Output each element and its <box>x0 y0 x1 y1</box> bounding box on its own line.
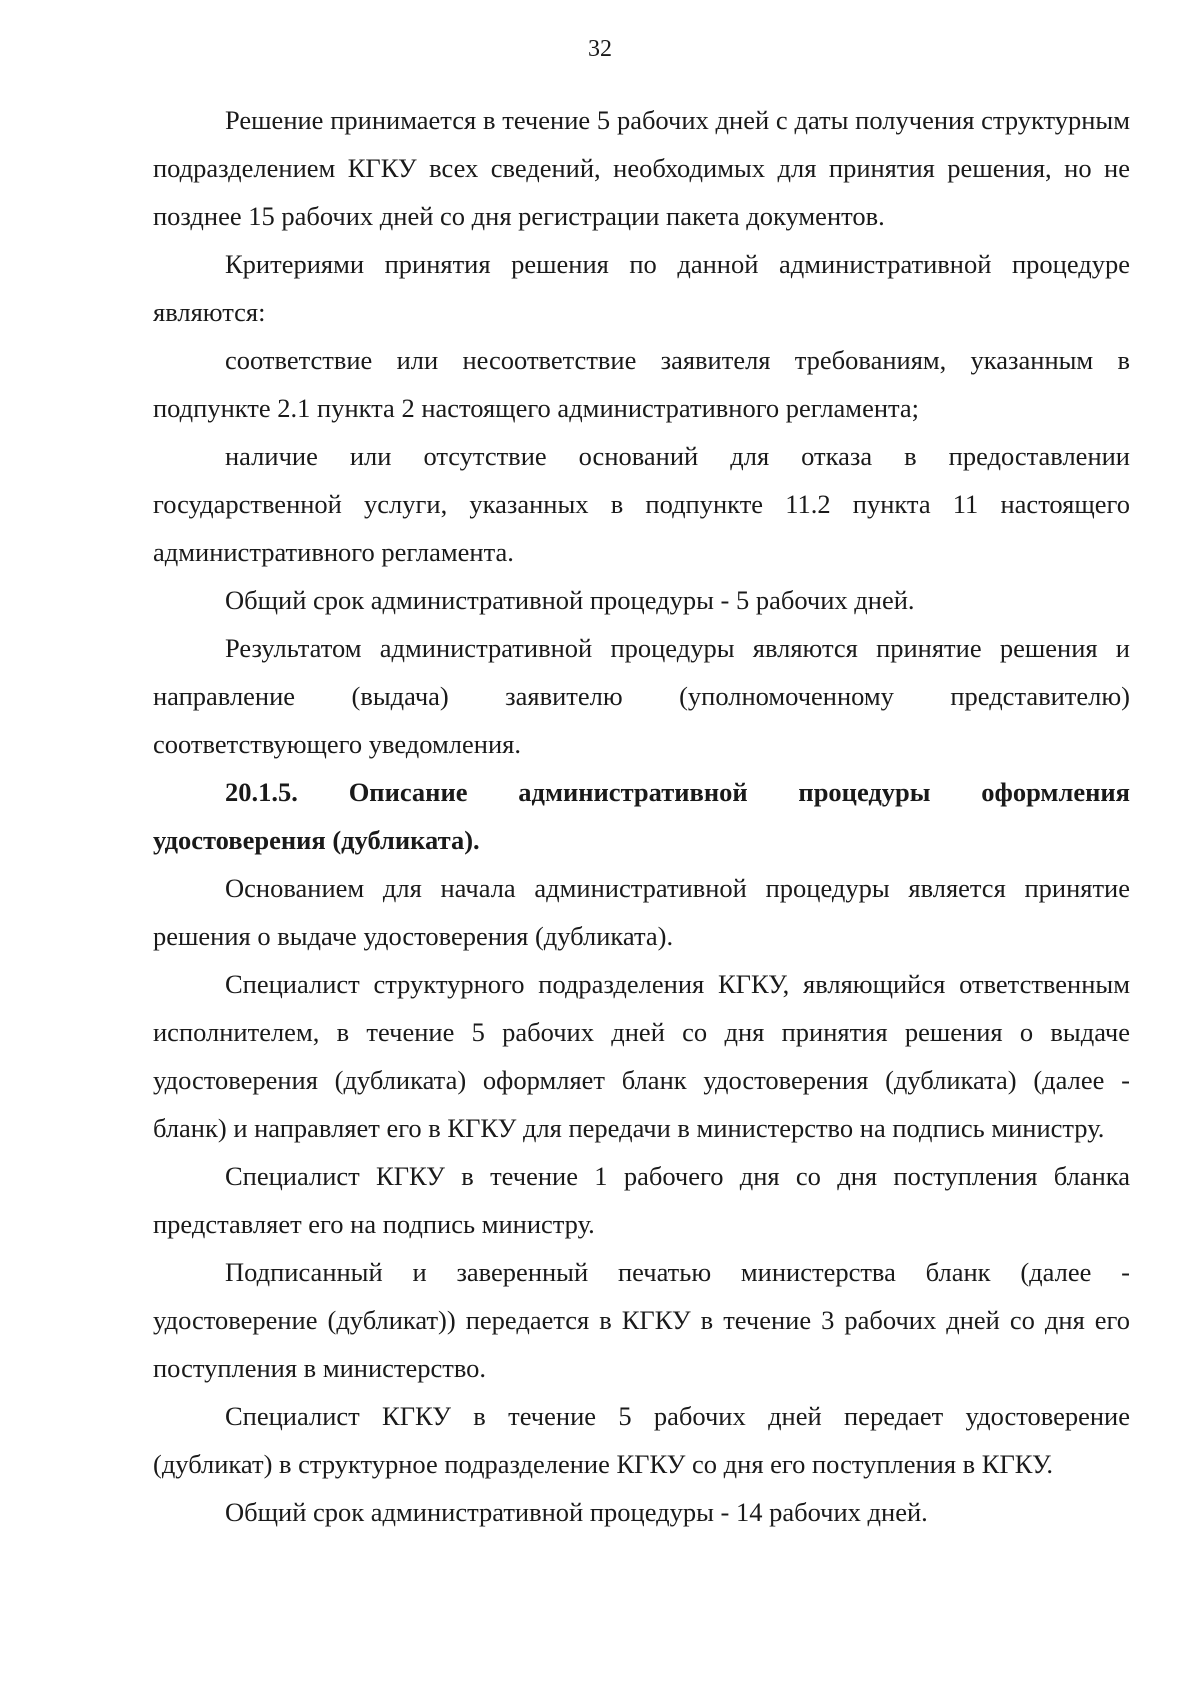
paragraph-total-term-14-days: Общий срок административной процедуры - 14 рабочих дней. <box>225 1497 928 1527</box>
paragraph-certificate-handover: Специалист КГКУ в течение 5 рабочих дней передает удостоверение (дубликат) в структурное подразделение КГКУ со дня его поступления в КГКУ. <box>153 1401 1130 1479</box>
page-number: 32 <box>588 36 612 62</box>
paragraph-criterion-refusal-grounds: наличие или отсутствие оснований для отказа в предоставлении государственной услуги, указанных в подпункте 11.2 пункта 11 настоящего административного регламента. <box>153 441 1130 567</box>
paragraph-specialist-form-preparation: Специалист структурного подразделения КГКУ, являющийся ответственным исполнителем, в течение 5 рабочих дней со дня принятия решения о выдаче удостоверения (дубликата) оформляет бланк удостоверения (дубликата) (далее - бланк) и направляет его в КГКУ для передачи в министерство на подпись министру. <box>153 969 1130 1143</box>
paragraph-procedure-basis: Основанием для начала административной процедуры является принятие решения о выдаче удостоверения (дубликата). <box>153 873 1130 951</box>
paragraph-signed-form-transfer: Подписанный и заверенный печатью министерства бланк (далее - удостоверение (дубликат)) передается в КГКУ в течение 3 рабочих дней со дня его поступления в министерство. <box>153 1257 1130 1383</box>
paragraph-criteria-intro: Критериями принятия решения по данной административной процедуре являются: <box>153 249 1130 327</box>
paragraph-criterion-compliance: соответствие или несоответствие заявителя требованиям, указанным в подпункте 2.1 пункта 2 настоящего административного регламента; <box>153 345 1130 423</box>
section-heading-20-1-5: 20.1.5. Описание административной процедуры оформления удостоверения (дубликата). <box>153 777 1130 855</box>
paragraph-procedure-result: Результатом административной процедуры являются принятие решения и направление (выдача) заявителю (уполномоченному представителю) соответствующего уведомления. <box>153 633 1130 759</box>
paragraph-total-term-5-days: Общий срок административной процедуры - 5 рабочих дней. <box>225 585 915 615</box>
paragraph-decision-term: Решение принимается в течение 5 рабочих дней с даты получения структурным подразделением КГКУ всех сведений, необходимых для принятия решения, но не позднее 15 рабочих дней со дня регистрации пакета документов. <box>153 105 1130 231</box>
paragraph-specialist-submits-for-signature: Специалист КГКУ в течение 1 рабочего дня со дня поступления бланка представляет его на подпись министру. <box>153 1161 1130 1239</box>
document-body <box>153 96 1130 1536</box>
